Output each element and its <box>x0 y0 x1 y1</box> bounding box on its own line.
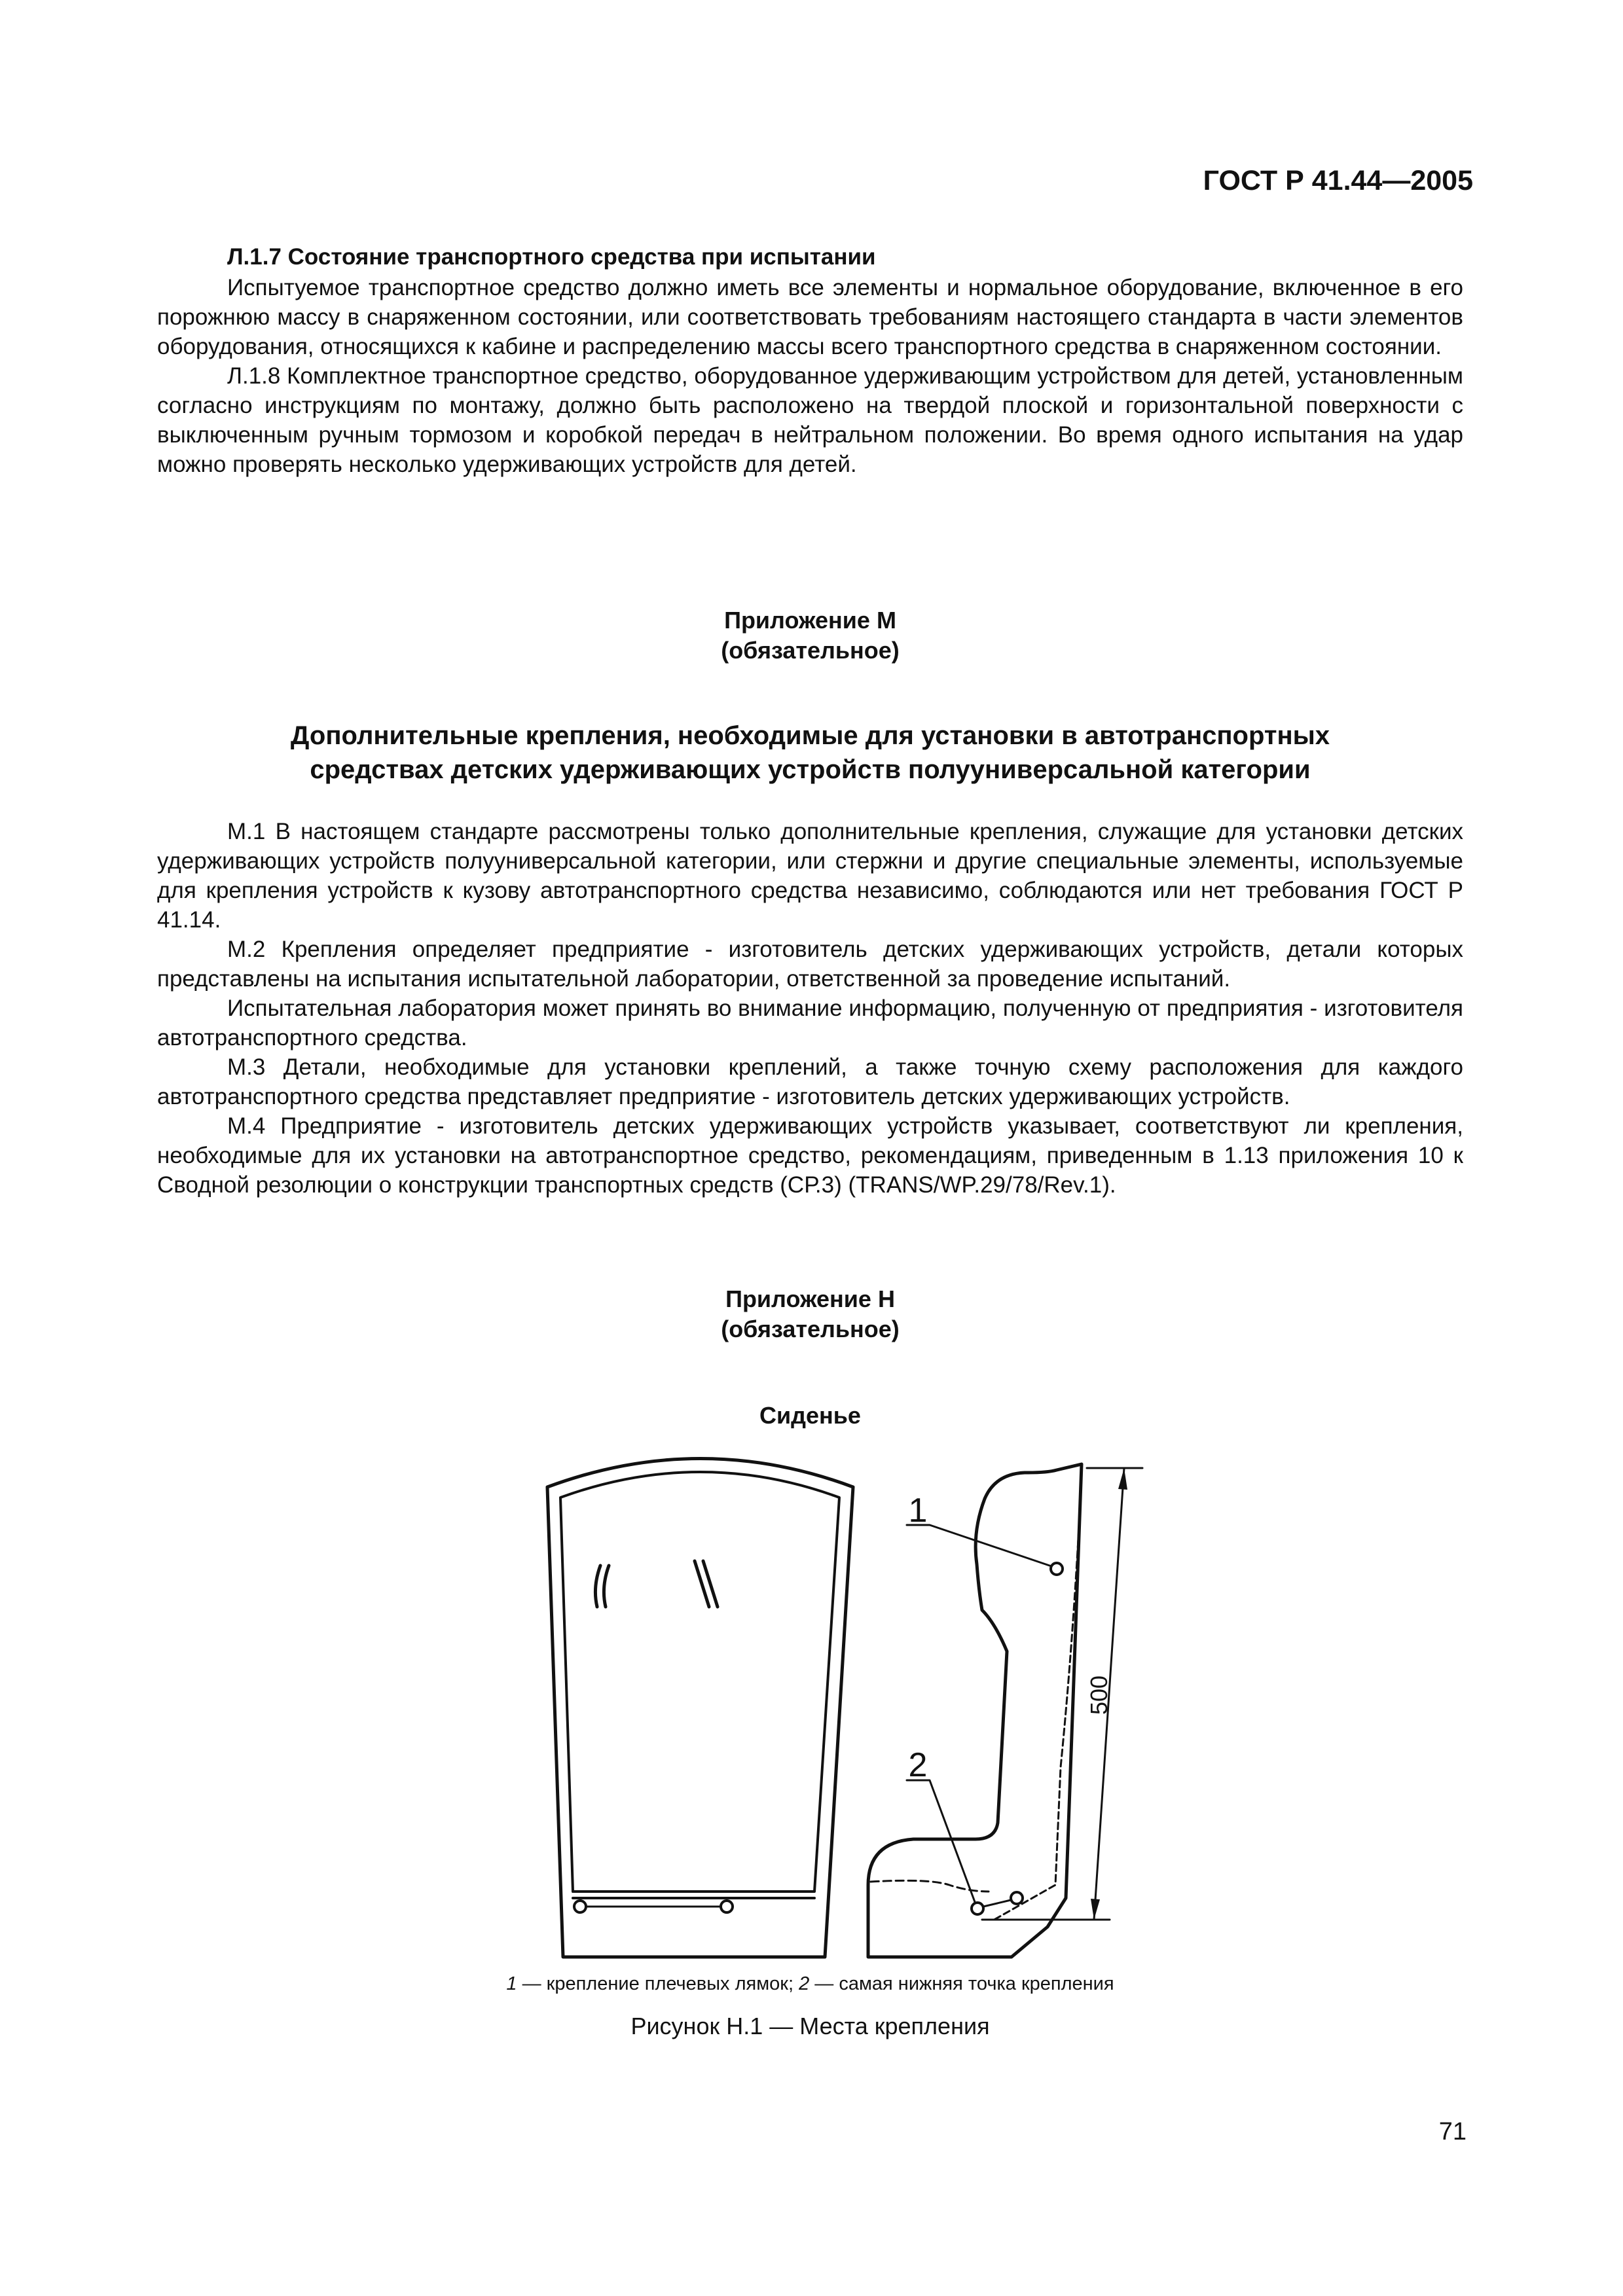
leader-line-1 <box>907 1525 1051 1566</box>
figure-legend <box>157 1973 1463 1995</box>
paragraph: Л.1.8 Комплектное транспортное средство, оборудованное удерживающим устройством для детей, установленным согласно инструкциям по монтажу, должно быть расположено на твердой плоской и горизонтальной поверхности с выключенным ручным тормозом и коробкой передач в нейтральном положении. Во время одного испытания на удар можно проверять несколько удерживающих устройств для детей. <box>157 363 1463 477</box>
front-anchor-left <box>574 1901 586 1912</box>
annex-m-title-line1: Дополнительные крепления, необходимые для установки в автотранспортных <box>290 721 1330 750</box>
figure-caption: Рисунок Н.1 — Места крепления <box>630 2013 990 2039</box>
legend-text-1: — крепление плечевых лямок; <box>517 1973 799 1994</box>
label-2: 2 <box>908 1746 928 1784</box>
figure-heading: Сиденье <box>759 1402 861 1429</box>
annex-m-title-line2: средствах детских удерживающих устройств полуунивepсальной категории <box>310 755 1311 784</box>
seat-front-inner <box>560 1472 839 1892</box>
dimension-arrow-top <box>1118 1468 1127 1490</box>
annex-m-name: Приложение М <box>724 607 896 634</box>
label-1: 1 <box>908 1492 928 1530</box>
paragraph: Испытательная лаборатория может принять во внимание информацию, полученную от предприятия - изготовителя автотранспортного средства. <box>157 996 1463 1050</box>
belt-slot-left <box>595 1566 609 1607</box>
anchor-point-1 <box>1051 1563 1063 1575</box>
paragraph: М.3 Детали, необходимые для установки креплений, а также точную схему расположения для каждого автотранспортного средства представляет предприятие - изготовитель детских удерживающих устройств. <box>157 1054 1463 1109</box>
document-code: ГОСТ Р 41.44—2005 <box>1203 165 1473 196</box>
legend-text-2: — самая нижняя точка крепления <box>809 1973 1114 1994</box>
anchor-link <box>983 1900 1011 1907</box>
paragraph: Испытуемое транспортное средство должно иметь все элементы и нормальное оборудование, включенное в его порожнюю массу в снаряженном состоянии, или соответствовать требованиям настоящего стандарта в части элементов оборудования, относящихся к кабине и распределению массы всего транспортного средства в снаряженном состоянии. <box>157 275 1463 359</box>
annex-n-status: (обязательное) <box>721 1316 900 1342</box>
section-heading: Л.1.7 Состояние транспортного средства при испытании <box>227 244 876 270</box>
belt-slot-right <box>695 1561 718 1607</box>
paragraph: М.4 Предприятие - изготовитель детских удерживающих устройств указывает, соответствуют ли крепления, необходимые для их установки на автотранспортное средство, рекомендациям, приведенным в 1.13 приложения 10 к Сводной резолюции о конструкции транспортных средств (СР.3) (TRANS/WP.29/78/Rev.1). <box>157 1113 1463 1198</box>
legend-number-2: 2 <box>799 1973 810 1994</box>
annex-n-name: Приложение Н <box>725 1285 895 1312</box>
seat-side-outline <box>868 1464 1082 1957</box>
dimension-arrow-bottom <box>1091 1899 1100 1920</box>
legend-number-1: 1 <box>506 1973 517 1994</box>
seat-front-outline <box>547 1459 853 1958</box>
anchor-point-extra <box>1011 1892 1023 1904</box>
anchor-point-2 <box>972 1903 983 1914</box>
annex-m-status: (обязательное) <box>721 637 900 664</box>
page-number: 71 <box>1438 2118 1467 2145</box>
dimension-label: 500 <box>1085 1675 1112 1715</box>
paragraph: М.1 В настоящем стандарте рассмотрены только дополнительные крепления, служащие для установки детских удерживающих устройств полууниверсальной категории, или стержни и другие специальные элементы, используемые для крепления устройств к кузову автотранспортного средства независимо, соблюдаются или нет требования ГОСТ Р 41.14. <box>157 819 1463 933</box>
front-anchor-right <box>721 1901 733 1912</box>
paragraph: М.2 Крепления определяет предприятие - изготовитель детских удерживающих устройств, детали которых представлены на испытания испытательной лаборатории, ответственной за проведение испытаний. <box>157 937 1463 992</box>
